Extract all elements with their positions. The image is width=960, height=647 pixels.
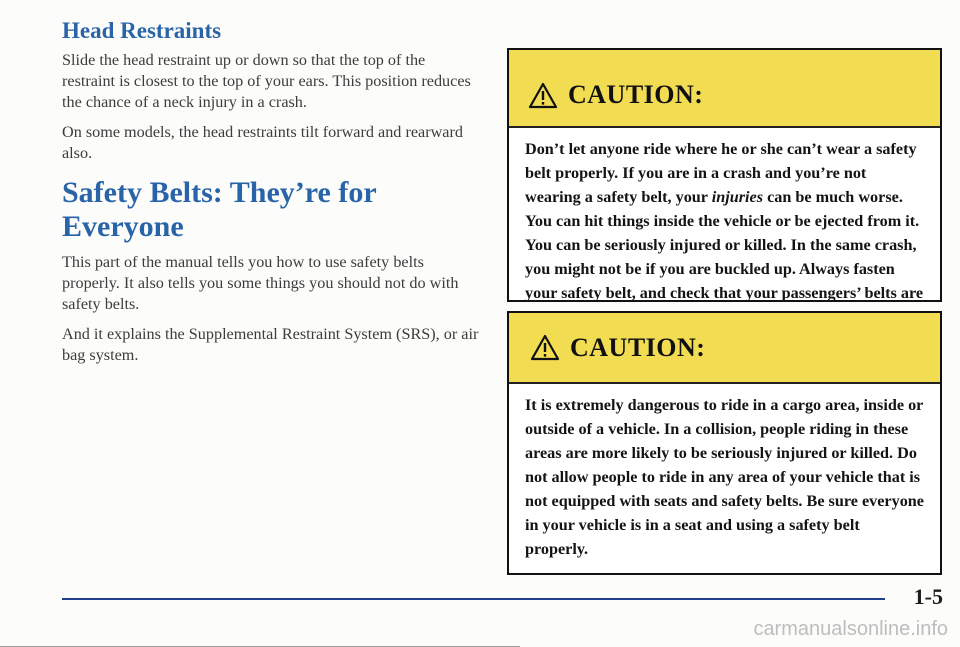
caution-title: CAUTION: bbox=[570, 332, 706, 362]
paragraph: Slide the head restraint up or down so that the top of the restraint is closest to the top of your ears. This position reduces the chance of a neck injury in a crash. bbox=[62, 51, 471, 111]
section-heading-safety-belts: Safety Belts: They’re for Everyone bbox=[62, 176, 377, 243]
page-number: 1-5 bbox=[913, 584, 943, 609]
footer-rule bbox=[62, 598, 885, 600]
paragraph: This part of the manual tells you how to use safety belts properly. It also tells you some things you should not do with safety belts. bbox=[62, 253, 459, 313]
caution-box bbox=[507, 48, 942, 302]
watermark: carmanualsonline.info bbox=[753, 618, 948, 640]
caution-title: CAUTION: bbox=[568, 80, 704, 109]
caution-text: It is extremely dangerous to ride in a cargo area, inside or outside of a vehicle. In a collision, people riding in these areas are more likely to be seriously injured or killed. Do not allow people to ride in any area of your vehicle that is not equipped with seats and safety belts. Be sure everyone in your vehicle is in a seat and using a safety belt properly. bbox=[525, 396, 924, 558]
caution-box bbox=[507, 311, 942, 575]
caution-text-italic: injuries bbox=[711, 188, 764, 206]
caution-header bbox=[509, 50, 940, 128]
caution-text-part: Don’t let anyone ride where he or she can’t wear a safety belt properly. If you are in a crash and you’re not wearing a safety belt, your bbox=[525, 140, 917, 206]
left-column bbox=[62, 18, 482, 375]
paragraph: On some models, the head restraints tilt forward and rearward also. bbox=[62, 123, 463, 162]
caution-text-part: can be much worse. You can hit things inside the vehicle or be ejected from it. You can be seriously injured or killed. In the same crash, you might not be if you are buckled up. Always fasten your safety belt, and check that your passengers’ belts are bbox=[525, 188, 924, 302]
paragraph: And it explains the Supplemental Restraint System (SRS), or air bag system. bbox=[62, 325, 479, 364]
warning-triangle-icon bbox=[530, 334, 560, 361]
warning-triangle-icon bbox=[528, 82, 558, 109]
caution-header bbox=[509, 313, 940, 384]
section-heading-head-restraints: Head Restraints bbox=[62, 18, 222, 43]
caution-text bbox=[509, 128, 940, 339]
